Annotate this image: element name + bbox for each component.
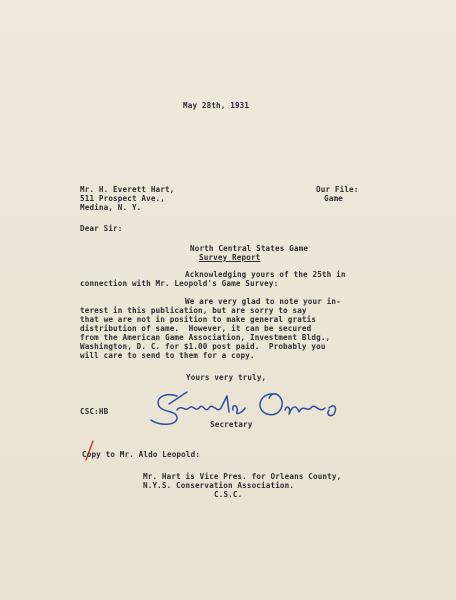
addressee-line-2: 511 Prospect Ave.,	[80, 194, 165, 203]
paragraph-2-line-6: Washington, D. C. for $1.00 post paid. Probably you	[80, 342, 326, 351]
paragraph-1-line-1: Acknowledging yours of the 25th in	[185, 270, 346, 279]
addressee-line-3: Medina, N. Y.	[80, 203, 142, 212]
note-line-3: C.S.C.	[214, 490, 243, 499]
our-file-label: Our File:	[316, 185, 359, 194]
paragraph-2-line-3: that we are not in position to make general gratis	[80, 315, 317, 324]
copy-to-line: Copy to Mr. Aldo Leopold:	[82, 450, 201, 459]
letter-date: May 28th, 1931	[183, 101, 250, 110]
addressee-line-1: Mr. H. Everett Hart,	[80, 185, 175, 194]
paragraph-2-line-5: from the American Game Association, Investment Bldg.,	[80, 333, 331, 342]
closing: Yours very truly,	[186, 373, 267, 382]
typist-initials: CSC:HB	[80, 407, 109, 416]
paragraph-2-line-2: terest in this publication, but are sorry to say	[80, 306, 307, 315]
subject-line-2: Survey Report	[199, 253, 261, 262]
paragraph-1-line-2: connection with Mr. Leopold's Game Survey:	[80, 279, 279, 288]
note-line-2: N.Y.S. Conservation Association.	[143, 481, 295, 490]
note-line-1: Mr. Hart is Vice Pres. for Orleans County,	[143, 472, 342, 481]
paragraph-2-line-7: will care to send to them for a copy.	[80, 351, 255, 360]
subject-line-1: North Central States Game	[190, 244, 309, 253]
salutation: Dear Sir:	[80, 224, 123, 233]
signer-title: Secretary	[210, 420, 253, 429]
paragraph-2-line-1: We are very glad to note your in-	[185, 297, 341, 306]
paragraph-2-line-4: distribution of same. However, it can be secured	[80, 324, 312, 333]
our-file-value: Game	[324, 194, 343, 203]
